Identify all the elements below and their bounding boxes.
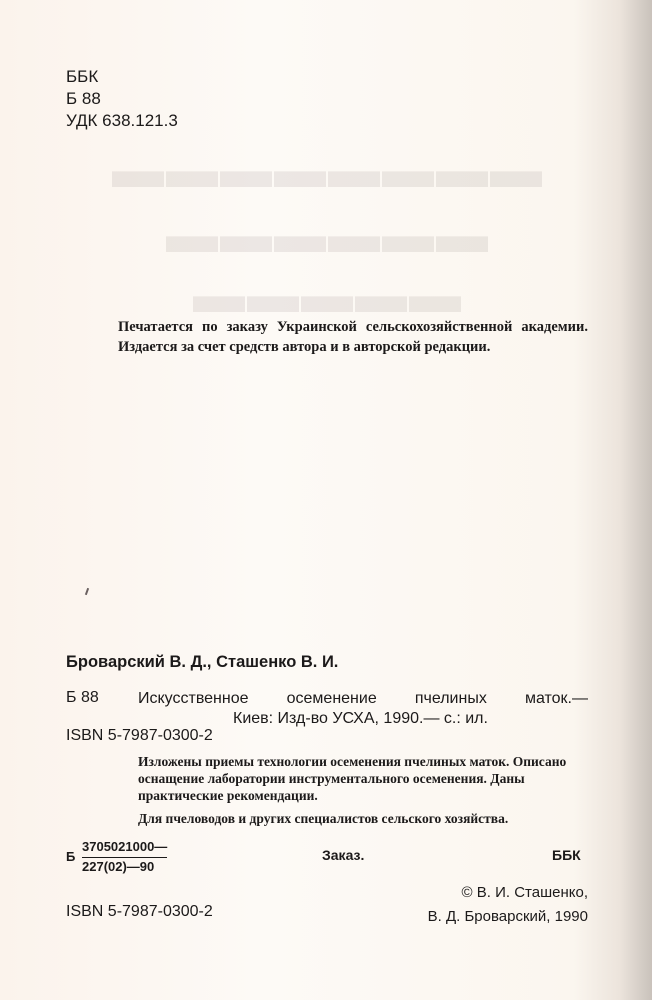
classification-codes (66, 66, 178, 132)
code-numerator: 3705021000— (82, 838, 167, 858)
paper-speck (85, 588, 89, 595)
footer-isbn: ISBN 5-7987-0300-2 (66, 903, 213, 920)
udk-code: УДК 638.121.3 (66, 111, 178, 130)
copyright (412, 881, 588, 929)
copyright-line: © В. И. Сташенко, (461, 884, 588, 901)
card-authors: Броварский В. Д., Сташенко В. И. (66, 653, 339, 671)
card-isbn: ISBN 5-7987-0300-2 (66, 727, 213, 744)
audience-paragraph: Для пчеловодов и других специалистов сельского хозяйства. (138, 811, 509, 826)
title-word: пчелиных (414, 690, 487, 707)
show-through-decoration: ▬▬▬▬▬▬ (164, 206, 488, 264)
print-notice: Печатается по заказу Украинской сельскохозяйственной академии. Издается за счет средств автора и в авторской редакции. (118, 319, 588, 355)
b-code: Б 88 (66, 89, 101, 108)
order-label: Заказ. (322, 847, 365, 863)
show-through-decoration: ▬▬▬▬▬▬▬▬ (110, 141, 542, 199)
code-denominator: 227(02)—90 (82, 859, 155, 874)
bbk-label: ББК (66, 67, 99, 86)
title-word: маток.— (524, 690, 588, 707)
imprint-line: Киев: Изд-во УСХА, 1990.— с.: ил. (233, 710, 488, 727)
card-code: Б 88 (66, 689, 99, 706)
title-word: Искусственное (138, 690, 249, 707)
card-abstract (138, 753, 588, 827)
title-word: осеменение (286, 690, 377, 707)
footer-bbk: ББК (552, 847, 581, 863)
footer-code-fraction (82, 838, 167, 876)
abstract-paragraph: Изложены приемы технологии осеменения пчелиных маток. Описано оснащение лаборатории инструментального осеменения. Даны практические рекомендации. (138, 754, 567, 803)
card-title (138, 689, 588, 729)
copyright-line: В. Д. Броварский, 1990 (427, 908, 588, 925)
footer-b-letter: Б (66, 849, 76, 864)
show-through-decoration: ▬▬▬▬▬ (191, 266, 461, 324)
